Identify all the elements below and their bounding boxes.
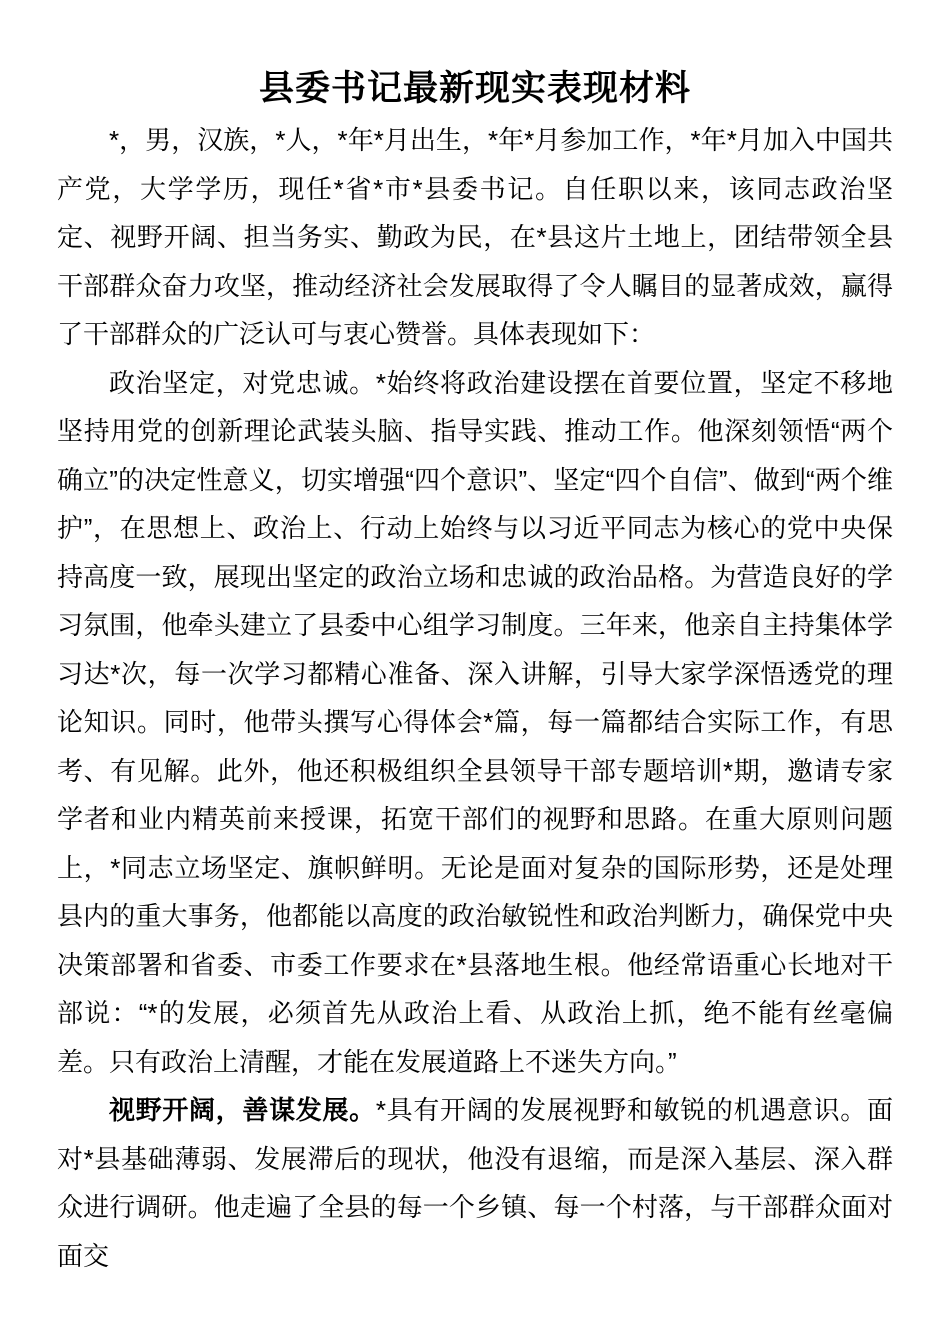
paragraph-intro-text: *，男，汉族，*人，*年*月出生，*年*月参加工作，*年*月加入中国共产党，大学学历，现任*省*市*县委书记。自任职以来，该同志政治坚定、视野开阔、担当务实、勤政为民，在*县这片土地上，团结带领全县干部群众奋力攻坚，推动经济社会发展取得了令人瞩目的显著成效，赢得了干部群众的广泛认可与衷心赞誉。具体表现如下： xyxy=(57,125,893,349)
paragraph-political-loyalty-text: 政治坚定，对党忠诚。*始终将政治建设摆在首要位置，坚定不移地坚持用党的创新理论武装头脑、指导实践、推动工作。他深刻领悟“两个确立”的决定性意义，切实增强“四个意识”、坚定“四个自信”、做到“两个维护”，在思想上、政治上、行动上始终与以习近平同志为核心的党中央保持高度一致，展现出坚定的政治立场和忠诚的政治品格。为营造良好的学习氛围，他牵头建立了县委中心组学习制度。三年来，他亲自主持集体学习达*次，每一次学习都精心准备、深入讲解，引导大家学深悟透党的理论知识。同时，他带头撰写心得体会*篇，每一篇都结合实际工作，有思考、有见解。此外，他还积极组织全县领导干部专题培训*期，邀请专家学者和业内精英前来授课，拓宽干部们的视野和思路。在重大原则问题上，*同志立场坚定、旗帜鲜明。无论是面对复杂的国际形势，还是处理县内的重大事务，他都能以高度的政治敏锐性和政治判断力，确保党中央决策部署和省委、市委工作要求在*县落地生根。他经常语重心长地对干部说：“*的发展，必须首先从政治上看、从政治上抓，绝不能有丝毫偏差。只有政治上清醒，才能在发展道路上不迷失方向。” xyxy=(57,367,893,1077)
paragraph-intro xyxy=(57,116,893,359)
paragraph-vision-development xyxy=(57,1086,893,1280)
paragraph-vision-development-lead: 视野开阔，善谋发展。 xyxy=(109,1095,376,1125)
paragraph-political-loyalty xyxy=(57,359,893,1087)
paragraph-vision-development-text: *具有开阔的发展视野和敏锐的机遇意识。面对*县基础薄弱、发展滞后的现状，他没有退缩，而是深入基层、深入群众进行调研。他走遍了全县的每一个乡镇、每一个村落，与干部群众面对面交 xyxy=(57,1095,893,1271)
document-title: 县委书记最新现实表现材料 xyxy=(258,69,691,108)
